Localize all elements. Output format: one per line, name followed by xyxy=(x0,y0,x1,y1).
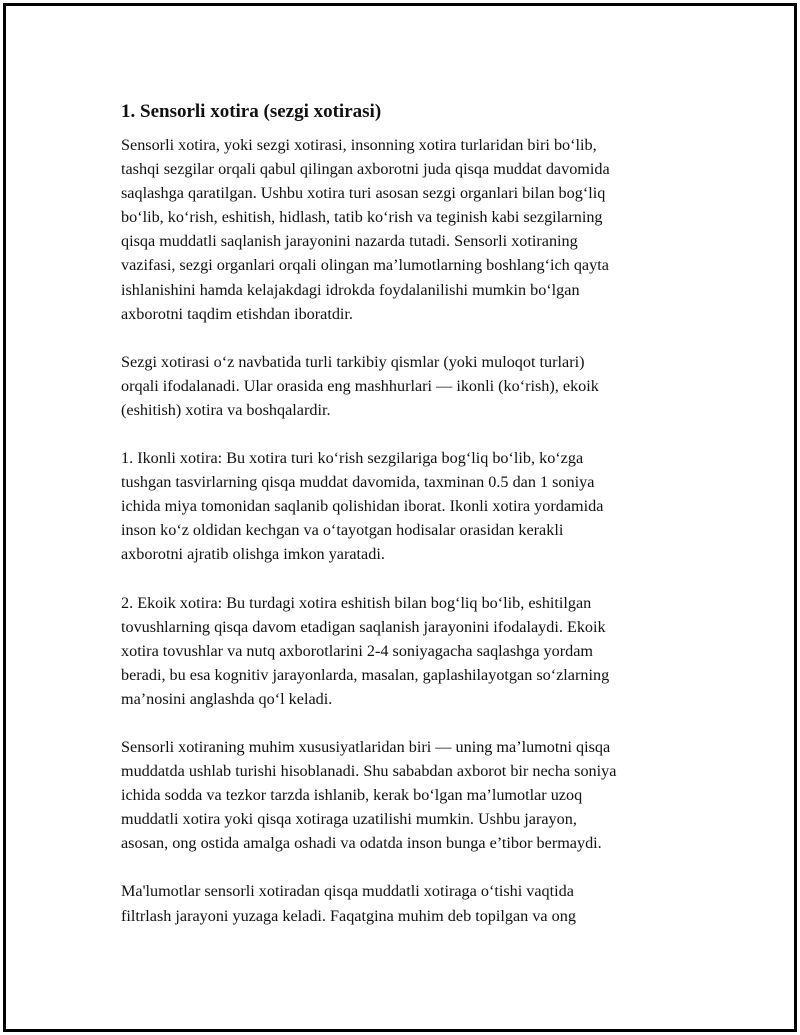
text-line: ishlanishini hamda kelajakdagi idrokda foydalanilishi mumkin bo‘lgan xyxy=(121,280,580,299)
text-line: ichida miya tomonidan saqlanib qolishidan iborat. Ikonli xotira yordamida xyxy=(121,497,604,516)
paragraph-components xyxy=(121,350,691,422)
paragraph-echoic-memory xyxy=(121,591,691,711)
text-line: xotira tovushlar va nutq axborotlarini 2-4 soniyagacha saqlashga yordam xyxy=(121,641,594,660)
text-line: tashqi sezgilar orqali qabul qilingan axborotni juda qisqa muddat davomida xyxy=(121,160,610,179)
text-line: inson ko‘z oldidan kechgan va o‘tayotgan hodisalar orasidan kerakli xyxy=(121,521,564,540)
text-line: filtrlash jarayoni yuzaga keladi. Faqatgina muhim deb topilgan va ong xyxy=(121,906,576,925)
section-heading: 1. Sensorli xotira (sezgi xotirasi) xyxy=(121,101,382,122)
text-line: Sensorli xotiraning muhim xususiyatlaridan biri — uning ma’lumotni qisqa xyxy=(121,737,611,756)
text-line: qisqa muddatli saqlanish jarayonini nazarda tutadi. Sensorli xotiraning xyxy=(121,232,578,251)
text-line: ma’nosini anglashda qo‘l keladi. xyxy=(121,689,333,708)
text-line: 1. Ikonli xotira: Bu xotira turi ko‘rish sezgilariga bog‘liq bo‘lib, ko‘zga xyxy=(121,449,584,468)
document-body xyxy=(121,100,691,952)
text-line: saqlashga qaratilgan. Ushbu xotira turi asosan sezgi organlari bilan bog‘liq xyxy=(121,184,606,203)
text-line: bo‘lib, ko‘rish, eshitish, hidlash, tatib ko‘rish va teginish kabi sezgilarning xyxy=(121,208,603,227)
text-line: ichida sodda va tezkor tarzda ishlanib, kerak bo‘lgan ma’lumotlar uzoq xyxy=(121,786,583,805)
text-line: tovushlarning qisqa davom etadigan saqlanish jarayonini ifodalaydi. Ekoik xyxy=(121,617,606,636)
text-line: (eshitish) xotira va boshqalardir. xyxy=(121,400,331,419)
text-line: vazifasi, sezgi organlari orqali olingan ma’lumotlarning boshlang‘ich qayta xyxy=(121,256,609,275)
paragraph-filtering xyxy=(121,879,691,927)
text-line: 2. Ekoik xotira: Bu turdagi xotira eshitish bilan bog‘liq bo‘lib, eshitilgan xyxy=(121,593,592,612)
text-line: axborotni taqdim etishdan iboratdir. xyxy=(121,304,353,323)
text-line: muddatli xotira yoki qisqa xotiraga uzatilishi mumkin. Ushbu jarayon, xyxy=(121,810,577,829)
text-line: orqali ifodalanadi. Ular orasida eng mashhurlari — ikonli (ko‘rish), ekoik xyxy=(121,376,599,395)
text-line: axborotni ajratib olishga imkon yaratadi. xyxy=(121,545,385,564)
text-line: asosan, ong ostida amalga oshadi va odatda inson bunga e’tibor bermaydi. xyxy=(121,834,602,853)
page-frame xyxy=(3,3,797,1032)
text-line: beradi, bu esa kognitiv jarayonlarda, masalan, gaplashilayotgan so‘zlarning xyxy=(121,665,610,684)
paragraph-iconic-memory xyxy=(121,446,691,566)
paragraph-intro xyxy=(121,133,691,326)
text-line: tushgan tasvirlarning qisqa muddat davomida, taxminan 0.5 dan 1 soniya xyxy=(121,473,595,492)
text-line: Ma'lumotlar sensorli xotiradan qisqa muddatli xotiraga o‘tishi vaqtida xyxy=(121,882,574,901)
text-line: Sensorli xotira, yoki sezgi xotirasi, insonning xotira turlaridan biri bo‘lib, xyxy=(121,136,597,154)
text-line: muddatda ushlab turishi hisoblanadi. Shu sababdan axborot bir necha soniya xyxy=(121,762,617,781)
paragraph-key-feature xyxy=(121,735,691,855)
text-line: Sezgi xotirasi o‘z navbatida turli tarkibiy qismlar (yoki muloqot turlari) xyxy=(121,352,585,371)
